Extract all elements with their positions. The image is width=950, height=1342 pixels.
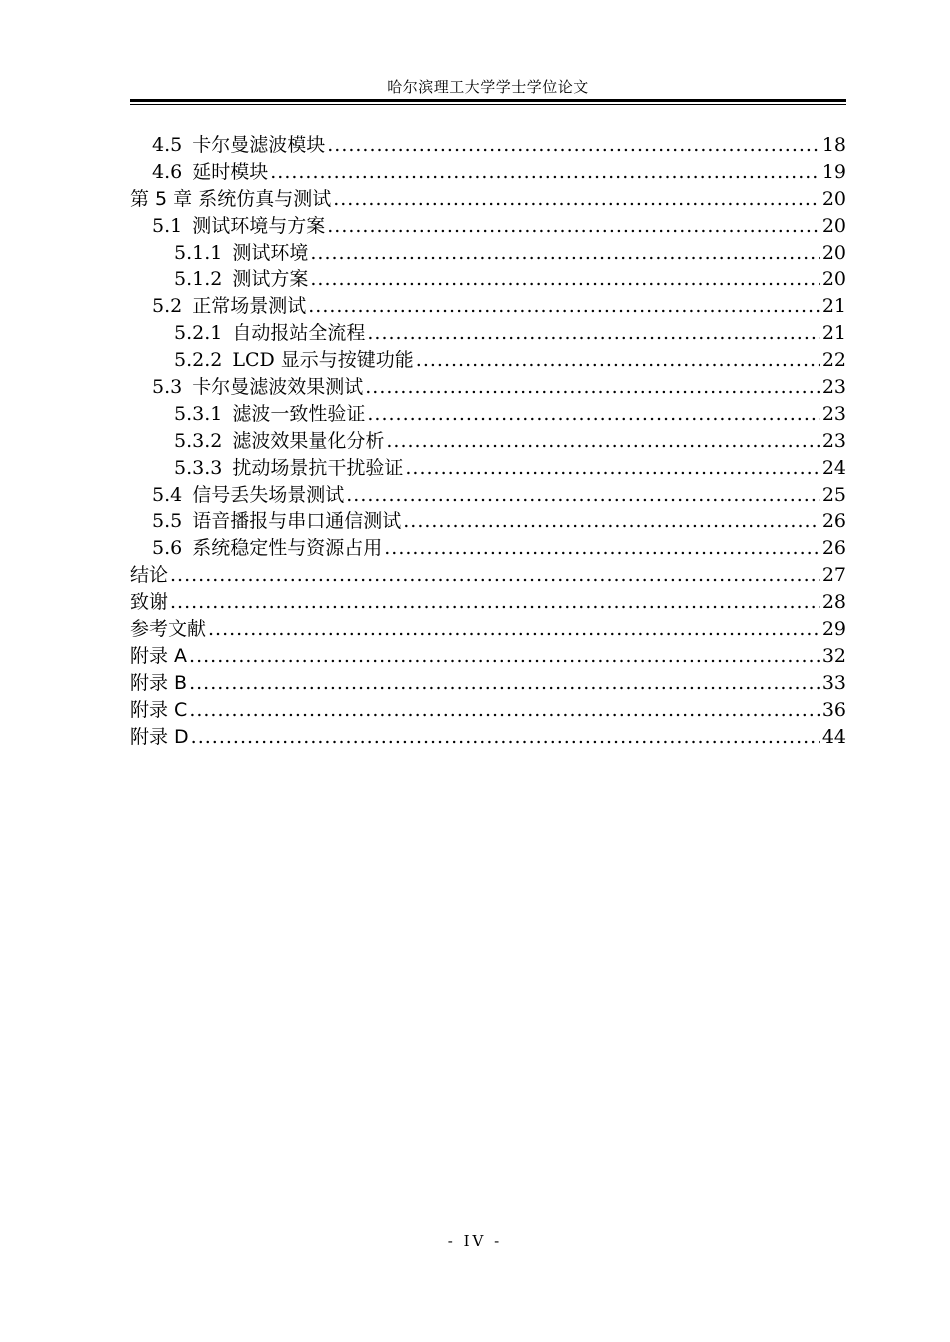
toc-entry-title: 扰动场景抗干扰验证 bbox=[232, 456, 404, 479]
toc-entry[interactable] bbox=[130, 535, 846, 562]
toc-entry-title: 正常场景测试 bbox=[192, 295, 307, 318]
toc-leader-dots bbox=[310, 240, 819, 267]
toc-entry[interactable] bbox=[130, 643, 846, 670]
toc-entry-number: 5.6 bbox=[152, 537, 183, 560]
page-header: 哈尔滨理工大学学士学位论文 bbox=[387, 78, 589, 96]
toc-leader-dots bbox=[189, 643, 820, 670]
toc-leader-dots bbox=[170, 589, 820, 616]
toc-entry[interactable] bbox=[130, 159, 846, 186]
toc-entry-title: 附录 C bbox=[130, 698, 188, 721]
toc-entry-title: 致谢 bbox=[130, 591, 169, 614]
toc-entry-page: 20 bbox=[821, 187, 846, 210]
page-number: - IV - bbox=[447, 1232, 503, 1250]
toc-entry[interactable] bbox=[130, 697, 846, 724]
toc-entry[interactable] bbox=[130, 374, 846, 401]
toc-entry-page: 18 bbox=[821, 134, 846, 156]
toc-leader-dots bbox=[416, 347, 820, 374]
toc-leader-dots bbox=[170, 562, 820, 589]
toc-leader-dots bbox=[191, 724, 820, 751]
toc-leader-dots bbox=[367, 320, 819, 347]
toc-leader-dots bbox=[384, 535, 820, 562]
toc-entry-page: 22 bbox=[821, 349, 846, 372]
toc-entry[interactable] bbox=[130, 482, 846, 509]
toc-entry-title: 语音播报与串口通信测试 bbox=[192, 510, 402, 533]
toc-entry-title: 测试方案 bbox=[232, 268, 309, 291]
toc-leader-dots bbox=[189, 670, 820, 697]
toc-entry-title: 附录 D bbox=[130, 725, 189, 748]
toc-entry[interactable] bbox=[130, 455, 846, 482]
toc-entry-number: 5.1.1 bbox=[174, 241, 223, 264]
toc-entry[interactable] bbox=[130, 401, 846, 428]
toc-leader-dots bbox=[365, 374, 820, 401]
toc-entry[interactable] bbox=[130, 132, 846, 159]
toc-entry-title: 系统稳定性与资源占用 bbox=[192, 537, 383, 560]
toc-entry-title: 附录 B bbox=[130, 671, 188, 694]
toc-entry-title: 附录 A bbox=[130, 644, 188, 667]
toc-entry[interactable] bbox=[130, 616, 846, 643]
toc-leader-dots bbox=[308, 293, 820, 320]
toc-entry[interactable] bbox=[130, 240, 846, 267]
toc-entry-page: 23 bbox=[821, 429, 846, 452]
toc-entry[interactable] bbox=[130, 670, 846, 697]
toc-entry-title: 延时模块 bbox=[192, 160, 269, 183]
toc-entry[interactable] bbox=[130, 213, 846, 240]
toc-entry-page: 32 bbox=[821, 644, 846, 667]
toc-entry-number: 5.1 bbox=[152, 214, 183, 237]
toc-entry-page: 33 bbox=[821, 671, 846, 694]
toc-entry[interactable] bbox=[130, 320, 846, 347]
toc-entry-page: 36 bbox=[821, 698, 846, 721]
toc-entry-title: 第 5 章 系统仿真与测试 bbox=[130, 187, 332, 210]
toc-entry-page: 20 bbox=[821, 268, 846, 291]
toc-entry-number: 5.3.1 bbox=[174, 402, 223, 425]
toc-leader-dots bbox=[333, 186, 820, 213]
table-of-contents bbox=[130, 132, 846, 750]
toc-entry-page: 20 bbox=[821, 214, 846, 237]
toc-entry-title: 自动报站全流程 bbox=[232, 322, 366, 345]
toc-entry[interactable] bbox=[130, 508, 846, 535]
toc-entry[interactable] bbox=[130, 428, 846, 455]
toc-entry-title: 信号丢失场景测试 bbox=[192, 483, 345, 506]
toc-entry-page: 28 bbox=[821, 591, 846, 614]
toc-leader-dots bbox=[270, 159, 820, 186]
toc-entry-page: 44 bbox=[821, 725, 846, 748]
toc-entry-page: 27 bbox=[821, 564, 846, 587]
toc-entry-page: 24 bbox=[821, 456, 846, 479]
header-rule-thick bbox=[130, 99, 846, 102]
toc-leader-dots bbox=[208, 616, 820, 643]
toc-entry-title: 滤波效果量化分析 bbox=[232, 429, 385, 452]
toc-leader-dots bbox=[346, 482, 820, 509]
toc-leader-dots bbox=[189, 697, 820, 724]
toc-entry-number: 5.2.1 bbox=[174, 322, 223, 345]
toc-entry-title: 测试环境与方案 bbox=[192, 214, 326, 237]
toc-entry[interactable] bbox=[130, 562, 846, 589]
toc-entry-title: 测试环境 bbox=[232, 241, 309, 264]
toc-entry-number: 5.4 bbox=[152, 483, 183, 506]
toc-entry[interactable] bbox=[130, 724, 846, 751]
toc-entry-page: 26 bbox=[821, 510, 846, 533]
toc-entry-number: 5.2 bbox=[152, 295, 183, 318]
toc-entry-title: 卡尔曼滤波模块 bbox=[192, 134, 326, 156]
toc-entry-page: 26 bbox=[821, 537, 846, 560]
toc-entry-title: 参考文献 bbox=[130, 618, 207, 641]
toc-entry-page: 25 bbox=[821, 483, 846, 506]
toc-entry[interactable] bbox=[130, 266, 846, 293]
toc-leader-dots bbox=[386, 428, 819, 455]
toc-entry-title: 结论 bbox=[130, 564, 169, 587]
toc-entry-number: 4.5 bbox=[152, 134, 183, 156]
toc-leader-dots bbox=[367, 401, 819, 428]
toc-entry-number: 5.1.2 bbox=[174, 268, 223, 291]
toc-entry-page: 21 bbox=[821, 322, 846, 345]
toc-entry-page: 23 bbox=[821, 376, 846, 399]
toc-leader-dots bbox=[310, 266, 819, 293]
toc-leader-dots bbox=[327, 213, 820, 240]
toc-entry-page: 20 bbox=[821, 241, 846, 264]
toc-entry[interactable] bbox=[130, 293, 846, 320]
toc-entry[interactable] bbox=[130, 589, 846, 616]
toc-entry-page: 29 bbox=[821, 618, 846, 641]
toc-entry[interactable] bbox=[130, 347, 846, 374]
toc-entry-page: 19 bbox=[821, 160, 846, 183]
toc-entry-title: LCD 显示与按键功能 bbox=[232, 349, 414, 372]
toc-entry-page: 21 bbox=[821, 295, 846, 318]
toc-entry-title: 卡尔曼滤波效果测试 bbox=[192, 376, 364, 399]
toc-leader-dots bbox=[403, 508, 820, 535]
toc-entry-page: 23 bbox=[821, 402, 846, 425]
toc-entry-title: 滤波一致性验证 bbox=[232, 402, 366, 425]
toc-entry-number: 5.3.2 bbox=[174, 429, 223, 452]
toc-leader-dots bbox=[327, 132, 820, 159]
header-rule-thin bbox=[130, 104, 846, 105]
toc-entry[interactable] bbox=[130, 186, 846, 213]
toc-entry-number: 4.6 bbox=[152, 160, 183, 183]
toc-entry-number: 5.2.2 bbox=[174, 349, 223, 372]
toc-entry-number: 5.3.3 bbox=[174, 456, 223, 479]
toc-leader-dots bbox=[405, 455, 819, 482]
toc-entry-number: 5.5 bbox=[152, 510, 183, 533]
toc-entry-number: 5.3 bbox=[152, 376, 183, 399]
